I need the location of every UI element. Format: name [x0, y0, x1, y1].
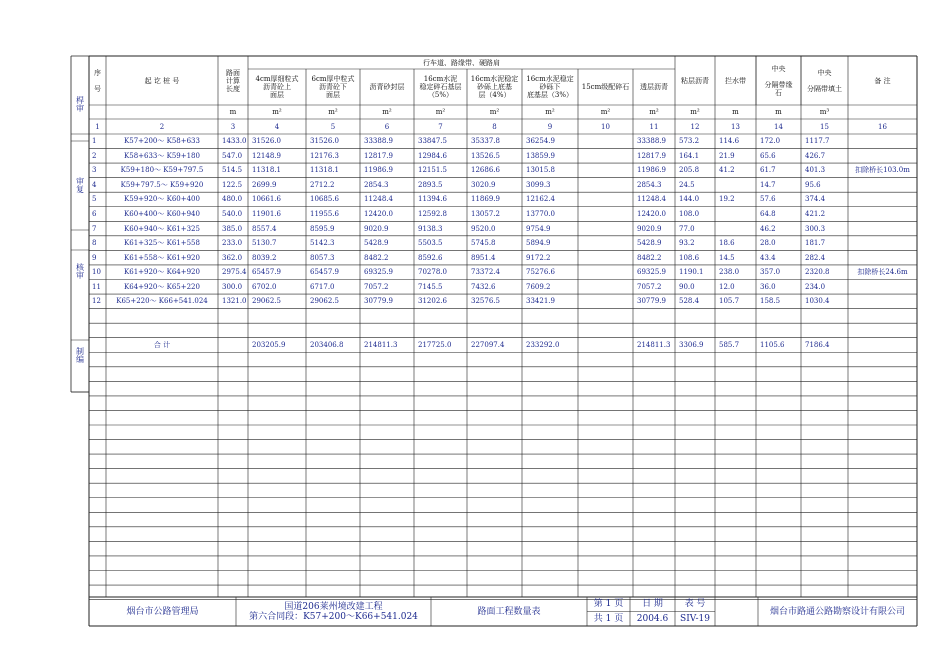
row-value: 12.0: [719, 282, 735, 291]
index-cell: 9: [547, 122, 553, 131]
index-cell: 7: [438, 122, 443, 131]
total-value: 3306.9: [679, 340, 704, 349]
row-value: 95.6: [805, 180, 821, 189]
row-value: 282.4: [805, 253, 826, 262]
header-col-1: 4cm厚细粒式 沥青砼上 面层: [255, 75, 299, 99]
row-value: 8951.4: [471, 253, 496, 262]
unit-cell: m²: [489, 108, 500, 116]
row-value: 33388.9: [364, 137, 393, 146]
footer-form-label: 表 号: [684, 599, 706, 610]
row-value: 33847.5: [418, 137, 447, 146]
row-value: 12420.0: [364, 210, 393, 219]
row-value: 36.0: [760, 282, 776, 291]
row-value: 9020.9: [637, 224, 662, 233]
row-value: 31526.0: [310, 137, 339, 146]
row-value: 28.0: [760, 239, 776, 248]
row-value: [578, 207, 637, 222]
row-value: 12817.9: [364, 151, 393, 160]
row-value: 2699.9: [252, 180, 277, 189]
row-remark: [848, 178, 917, 193]
row-value: 77.0: [679, 224, 695, 233]
unit-cell: m³: [819, 108, 830, 116]
row-no: 10: [92, 268, 101, 277]
unit-cell: m²: [690, 108, 700, 116]
row-value: 108.6: [679, 253, 700, 262]
header-seq: 序 号: [94, 68, 101, 93]
row-stake: K61+920～ K64+920: [124, 268, 200, 277]
total-value: 585.7: [719, 340, 740, 349]
row-value: 1117.7: [805, 137, 830, 146]
row-no: 9: [92, 253, 97, 262]
row-value: 29062.5: [310, 297, 339, 306]
footer-page: 第 1 页: [593, 599, 624, 610]
row-value: 93.2: [679, 239, 695, 248]
row-value: 64.8: [760, 210, 776, 219]
row-value: 36254.9: [526, 137, 555, 146]
row-remark: 扣除桥长103.0m: [855, 166, 910, 175]
index-cell: 8: [492, 122, 497, 131]
row-remark: [848, 192, 917, 207]
row-value: 105.7: [719, 297, 740, 306]
row-stake: K64+920～ K65+220: [124, 282, 200, 291]
row-value: [578, 134, 637, 149]
row-value: [578, 265, 637, 280]
row-value: 8592.6: [418, 253, 443, 262]
total-value: 1105.6: [760, 340, 785, 349]
row-value: 5428.9: [637, 239, 662, 248]
row-value: 6702.0: [252, 282, 277, 291]
index-cell: 14: [774, 122, 783, 131]
index-cell: 1: [95, 122, 100, 131]
row-value: 30779.9: [637, 297, 666, 306]
row-value: 12420.0: [637, 210, 666, 219]
row-remark: [848, 221, 917, 236]
row-value: 480.0: [222, 195, 243, 204]
row-value: 233.0: [222, 239, 243, 248]
index-cell: 16: [878, 122, 887, 131]
index-cell: 2: [159, 122, 165, 131]
index-cell: 13: [731, 122, 740, 131]
row-remark: [848, 280, 917, 295]
row-value: 11394.6: [418, 195, 447, 204]
row-value: 30779.9: [364, 297, 393, 306]
row-value: 13015.8: [526, 166, 555, 175]
row-no: 4: [92, 180, 97, 189]
row-stake: K60+400～ K60+940: [124, 210, 200, 219]
row-value: 8595.9: [310, 224, 335, 233]
index-cell: 5: [330, 122, 336, 131]
row-value: 108.0: [679, 210, 700, 219]
index-cell: 15: [820, 122, 829, 131]
row-value: 13526.5: [471, 151, 500, 160]
row-value: 33388.9: [637, 137, 666, 146]
row-value: 3099.3: [526, 180, 551, 189]
row-value: 12592.8: [418, 210, 447, 219]
row-value: 144.0: [679, 195, 700, 204]
row-value: 12984.6: [418, 151, 447, 160]
row-value: [578, 149, 637, 164]
row-no: 5: [92, 195, 97, 204]
row-value: 2893.5: [418, 180, 443, 189]
unit-cell: m: [732, 108, 739, 116]
row-value: 1321.0: [222, 297, 247, 306]
row-value: 2320.8: [805, 268, 830, 277]
header-water-barrier: 拦水带: [725, 76, 746, 85]
unit-cell: m²: [382, 108, 392, 116]
row-value: 8482.2: [364, 253, 389, 262]
index-cell: 10: [601, 122, 610, 131]
row-no: 7: [92, 224, 97, 233]
row-value: 2712.2: [310, 180, 335, 189]
row-value: 12686.6: [471, 166, 500, 175]
footer-org: 烟台市公路管理局: [126, 606, 199, 617]
row-value: 300.0: [222, 282, 243, 291]
row-value: 33421.9: [526, 297, 555, 306]
row-no: 11: [92, 282, 101, 291]
row-value: 11318.1: [310, 166, 339, 175]
row-remark: [848, 236, 917, 251]
row-value: 8557.4: [252, 224, 277, 233]
row-value: 31526.0: [252, 137, 281, 146]
footer-date-label: 日 期: [642, 599, 663, 610]
row-value: 70278.0: [418, 268, 447, 277]
group-header: 行车道、路缘带、硬路肩: [423, 58, 500, 67]
row-value: 21.9: [719, 151, 735, 160]
row-value: 1433.0: [222, 137, 247, 146]
header-median-curb: 中央 分隔带缘 石: [764, 64, 793, 97]
row-value: 73372.4: [471, 268, 500, 277]
footer-date: 2004.6: [636, 613, 669, 624]
row-value: [578, 236, 637, 251]
row-value: 12162.4: [526, 195, 555, 204]
index-cell: 3: [230, 122, 236, 131]
header-remark: 备 注: [874, 76, 891, 85]
row-no: 6: [92, 210, 97, 219]
row-value: 65457.9: [252, 268, 281, 277]
row-value: 12817.9: [637, 151, 666, 160]
unit-cell: m²: [435, 108, 446, 116]
row-value: [578, 178, 637, 193]
row-value: 69325.9: [364, 268, 393, 277]
row-value: 7432.6: [471, 282, 496, 291]
row-no: 12: [92, 297, 101, 306]
row-value: 11986.9: [637, 166, 666, 175]
header-median-fill: 中央 分隔带填土: [807, 68, 842, 93]
row-remark: [848, 207, 917, 222]
unit-cell: m: [229, 108, 237, 116]
row-value: [715, 207, 760, 222]
row-value: 11955.6: [310, 210, 339, 219]
row-value: 3020.9: [471, 180, 496, 189]
row-value: 11318.1: [252, 166, 281, 175]
row-value: 11986.9: [364, 166, 393, 175]
row-stake: K58+633～ K59+180: [124, 151, 200, 160]
row-value: 362.0: [222, 253, 243, 262]
row-value: 9754.9: [526, 224, 551, 233]
row-value: 5428.9: [364, 239, 389, 248]
row-value: 12148.9: [252, 151, 281, 160]
row-no: 2: [92, 151, 97, 160]
row-value: [715, 221, 760, 236]
header-tack-coat: 粘层沥青: [681, 76, 709, 85]
row-value: 69325.9: [637, 268, 666, 277]
row-value: 5130.7: [252, 239, 277, 248]
row-value: 18.6: [719, 239, 735, 248]
total-value: 227097.4: [471, 340, 505, 349]
row-value: 2854.3: [364, 180, 389, 189]
row-value: 32576.5: [471, 297, 500, 306]
row-value: 181.7: [805, 239, 826, 248]
row-value: 2854.3: [637, 180, 662, 189]
row-value: 1030.4: [805, 297, 830, 306]
row-value: 31202.6: [418, 297, 447, 306]
row-value: 385.0: [222, 224, 243, 233]
unit-cell: m: [775, 108, 782, 116]
row-value: 11248.4: [364, 195, 393, 204]
row-value: 114.6: [719, 137, 740, 146]
row-stake: K59+920～ K60+400: [124, 195, 200, 204]
row-value: 9020.9: [364, 224, 389, 233]
unit-cell: m²: [272, 108, 282, 116]
row-value: [578, 163, 637, 178]
row-value: 24.5: [679, 180, 695, 189]
row-value: 14.7: [760, 180, 776, 189]
row-value: 65457.9: [310, 268, 339, 277]
row-stake: K61+325～ K61+558: [124, 239, 200, 248]
row-value: 41.2: [719, 166, 735, 175]
row-value: 9520.0: [471, 224, 496, 233]
row-value: [578, 221, 637, 236]
row-value: 5142.3: [310, 239, 335, 248]
unit-cell: m²: [328, 108, 338, 116]
row-value: 57.6: [760, 195, 776, 204]
row-value: 12176.3: [310, 151, 339, 160]
row-value: 19.2: [719, 195, 735, 204]
row-value: [715, 178, 760, 193]
row-remark: [848, 149, 917, 164]
header-col-2: 6cm厚中粒式 沥青砼下 面层: [311, 75, 355, 99]
row-value: 172.0: [760, 137, 781, 146]
row-value: 7145.5: [418, 282, 443, 291]
row-value: 10661.6: [252, 195, 281, 204]
row-value: 300.3: [805, 224, 826, 233]
row-value: 540.0: [222, 210, 243, 219]
header-col-7: 15cm级配碎石: [581, 83, 630, 91]
footer-total-pages: 共 1 页: [593, 613, 624, 624]
row-value: 7609.2: [526, 282, 551, 291]
total-value: 7186.4: [805, 340, 830, 349]
row-stake: K65+220～ K66+541.024: [116, 297, 208, 306]
row-value: 5503.5: [418, 239, 443, 248]
row-value: 9138.3: [418, 224, 443, 233]
row-value: 7057.2: [637, 282, 662, 291]
row-no: 8: [92, 239, 97, 248]
row-value: 13770.0: [526, 210, 555, 219]
header-col-6: 16cm水泥稳定 砂砾下 底基层（3%）: [526, 75, 574, 99]
row-stake: K60+940～ K61+325: [124, 224, 200, 233]
row-value: [578, 280, 637, 295]
row-stake: K57+200～ K58+633: [124, 137, 200, 146]
row-value: 11248.4: [637, 195, 666, 204]
row-value: 11869.9: [471, 195, 500, 204]
header-col-4: 16cm水泥 稳定碎石基层 （5%）: [419, 75, 462, 99]
row-value: 90.0: [679, 282, 695, 291]
row-remark: [848, 294, 917, 309]
total-value: 217725.0: [418, 340, 452, 349]
row-value: 8039.2: [252, 253, 277, 262]
footer-company: 烟台市路通公路勘察设计有限公司: [769, 606, 905, 617]
index-cell: 6: [384, 122, 390, 131]
row-value: 8482.2: [637, 253, 662, 262]
row-no: 1: [92, 137, 97, 146]
row-value: 1190.1: [679, 268, 704, 277]
row-value: 401.3: [805, 166, 826, 175]
row-value: 547.0: [222, 151, 243, 160]
index-cell: 11: [649, 122, 659, 131]
row-value: 29062.5: [252, 297, 281, 306]
row-value: 374.4: [805, 195, 826, 204]
row-value: 357.0: [760, 268, 781, 277]
signature-label-3: 核 审: [76, 263, 84, 280]
footer-project: 国道206莱州境改建工程 第六合同段：K57+200～K66+541.024: [249, 601, 418, 622]
row-value: 234.0: [805, 282, 826, 291]
unit-cell: m²: [600, 108, 611, 116]
row-value: 6717.0: [310, 282, 335, 291]
index-cell: 12: [690, 122, 700, 131]
row-value: 43.4: [760, 253, 776, 262]
header-length: 路面 计算 长度: [226, 68, 240, 93]
total-value: 214811.3: [637, 340, 671, 349]
total-value: 214811.3: [364, 340, 398, 349]
signature-label-1: 桿 审: [76, 96, 84, 113]
row-remark: [848, 134, 917, 149]
row-value: 5894.9: [526, 239, 551, 248]
header-stake: 起 讫 桩 号: [144, 76, 180, 85]
row-value: 164.1: [679, 151, 700, 160]
row-stake: K61+558～ K61+920: [124, 253, 200, 262]
row-value: 238.0: [719, 268, 740, 277]
row-value: 122.5: [222, 180, 243, 189]
row-value: 528.4: [679, 297, 700, 306]
row-value: 573.2: [679, 137, 700, 146]
unit-cell: m²: [545, 108, 555, 116]
row-value: 421.2: [805, 210, 826, 219]
total-value: 233292.0: [526, 340, 560, 349]
row-value: 75276.6: [526, 268, 555, 277]
row-value: 2975.4: [222, 268, 247, 277]
row-value: [578, 250, 637, 265]
row-value: 46.2: [760, 224, 776, 233]
row-value: 8057.3: [310, 253, 335, 262]
row-value: [578, 294, 637, 309]
row-stake: K59+180～ K59+797.5: [120, 166, 204, 175]
row-value: 7057.2: [364, 282, 389, 291]
unit-cell: m²: [649, 108, 659, 116]
total-label: 合 计: [153, 340, 171, 349]
row-value: 13057.2: [471, 210, 500, 219]
row-value: 35337.8: [471, 137, 500, 146]
total-value: 203406.8: [310, 340, 344, 349]
row-remark: 扣除桥长24.6m: [857, 268, 908, 277]
row-value: 514.5: [222, 166, 243, 175]
row-stake: K59+797.5～ K59+920: [120, 180, 204, 189]
row-value: 5745.8: [471, 239, 496, 248]
row-value: 65.6: [760, 151, 776, 160]
row-value: 9172.2: [526, 253, 551, 262]
signature-label-2: 审 复: [76, 177, 84, 194]
row-value: 158.5: [760, 297, 781, 306]
index-cell: 4: [274, 122, 280, 131]
row-value: 11901.6: [252, 210, 281, 219]
row-value: 61.7: [760, 166, 776, 175]
header-col-8: 透层沥青: [640, 83, 668, 91]
row-value: 205.8: [679, 166, 700, 175]
row-value: 13859.9: [526, 151, 555, 160]
row-remark: [848, 250, 917, 265]
row-value: 426.7: [805, 151, 826, 160]
row-no: 3: [92, 166, 97, 175]
row-value: [578, 192, 637, 207]
footer-title: 路面工程数量表: [477, 606, 541, 617]
header-col-5: 16cm水泥稳定 砂砾上底基 层（4%）: [470, 75, 519, 99]
header-col-3: 沥青砂封层: [369, 83, 405, 91]
footer-form-no: SIV-19: [680, 613, 710, 624]
row-value: 14.5: [719, 253, 735, 262]
total-value: 203205.9: [252, 340, 286, 349]
row-value: 10685.6: [310, 195, 339, 204]
signature-label-4: 制 编: [76, 347, 84, 364]
row-value: 12151.5: [418, 166, 447, 175]
